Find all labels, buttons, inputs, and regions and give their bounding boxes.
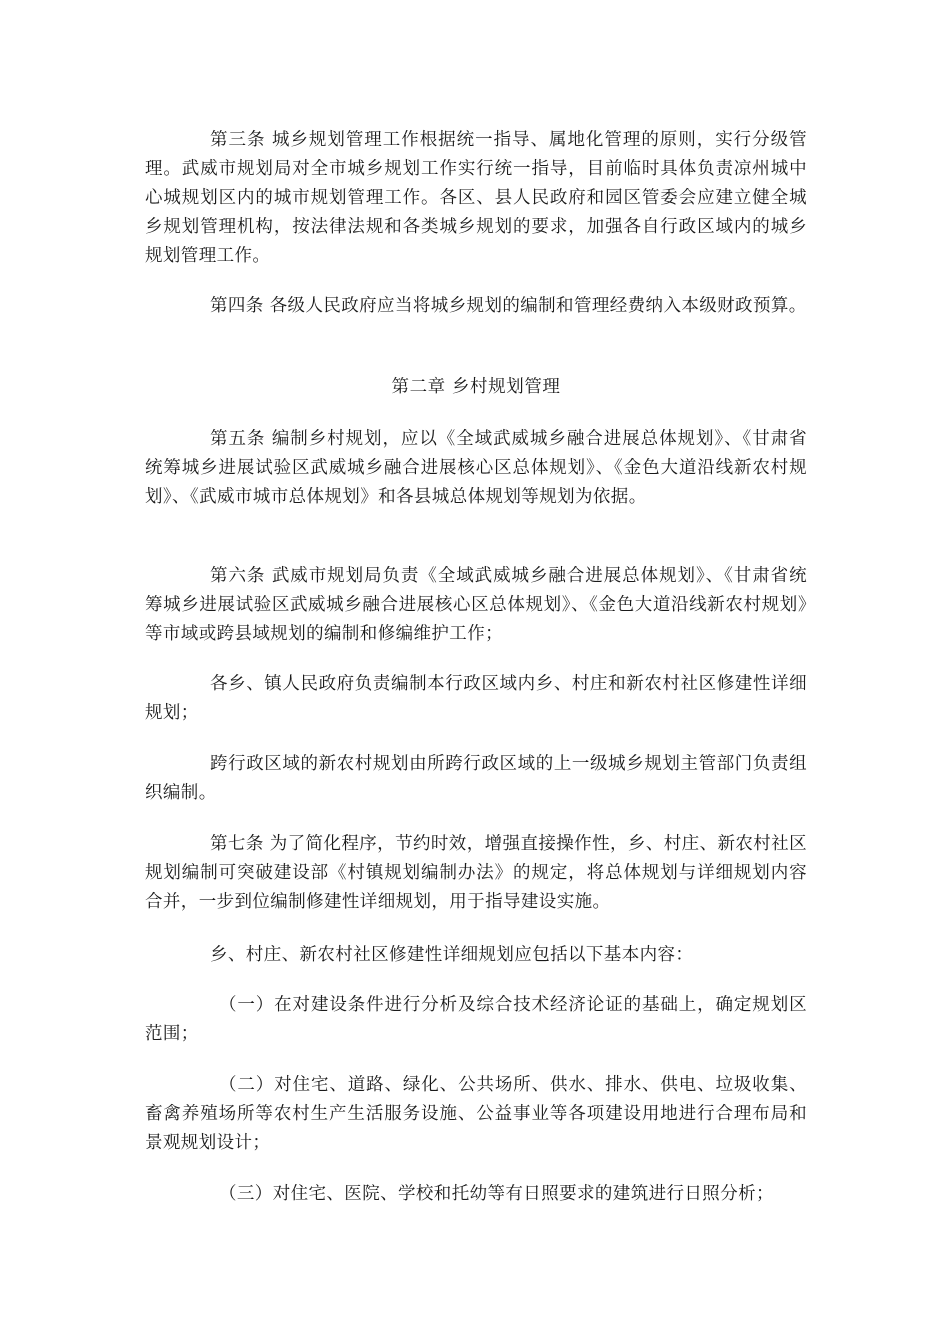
article-4-paragraph: 第四条 各级人民政府应当将城乡规划的编制和管理经费纳入本级财政预算。 [210,296,807,316]
article-6-township-paragraph: 各乡、镇人民政府负责编制本行政区域内乡、村庄和新农村社区修建性详细规划； [145,674,807,723]
chapter-heading: 第二章 乡村规划管理 [391,377,561,397]
article-3-paragraph: 第三条 城乡规划管理工作根据统一指导、属地化管理的原则，实行分级管理。武威市规划局对全市城乡规划工作实行统一指导，目前临时具体负责凉州城中心城规划区内的城市规划管理工作。各区、县人民政府和园区管委会应建立健全城乡规划管理机构，按法律法规和各类城乡规划的要求，加强各自行政区域内的城乡规划管理工作。 [145,130,807,266]
article-5-paragraph: 第五条 编制乡村规划，应以《全域武威城乡融合进展总体规划》、《甘肃省统筹城乡进展试验区武威城乡融合进展核心区总体规划》、《金色大道沿线新农村规划》、《武威市城市总体规划》和各县城总体规划等规划为依据。 [145,429,807,507]
article-7-contents-intro: 乡、村庄、新农村社区修建性详细规划应包括以下基本内容： [210,945,694,965]
article-6-cross-region-paragraph: 跨行政区域的新农村规划由所跨行政区域的上一级城乡规划主管部门负责组织编制。 [145,754,807,803]
article-6-paragraph: 第六条 武威市规划局负责《全域武威城乡融合进展总体规划》、《甘肃省统筹城乡进展试验区武威城乡融合进展核心区总体规划》、《金色大道沿线新农村规划》等市域或跨县域规划的编制和修编维护工作； [145,566,807,644]
list-item-1: （一）在对建设条件进行分析及综合技术经济论证的基础上，确定规划区范围； [145,995,807,1044]
article-7-paragraph: 第七条 为了简化程序，节约时效，增强直接操作性，乡、村庄、新农村社区规划编制可突破建设部《村镇规划编制办法》的规定，将总体规划与详细规划内容合并，一步到位编制修建性详细规划，用于指导建设实施。 [145,834,807,912]
list-item-2: （二）对住宅、道路、绿化、公共场所、供水、排水、供电、垃圾收集、畜禽养殖场所等农村生产生活服务设施、公益事业等各项建设用地进行合理布局和景观规划设计； [145,1075,807,1153]
list-item-3: （三）对住宅、医院、学校和托幼等有日照要求的建筑进行日照分析； [219,1184,774,1204]
